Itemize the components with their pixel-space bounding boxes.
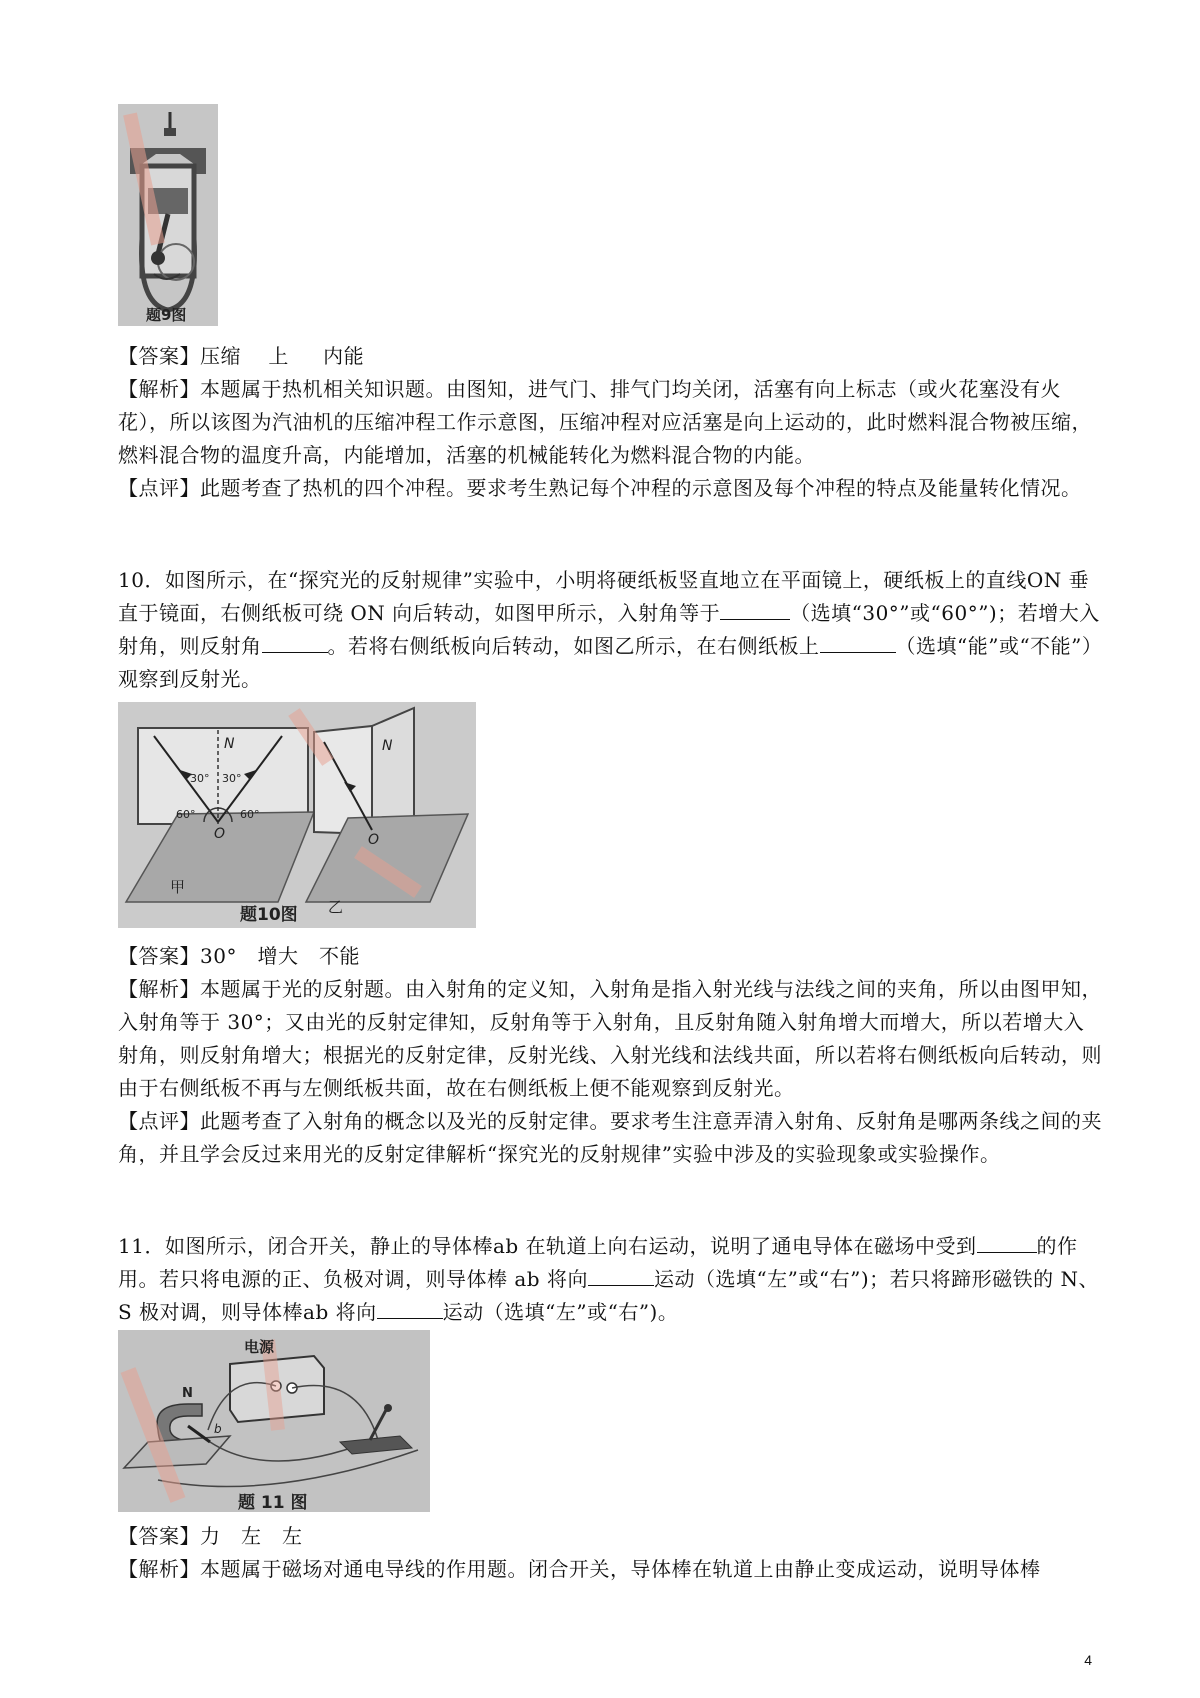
- q10-blank-2[interactable]: [262, 630, 328, 653]
- figure-10-angle-30-right: 30°: [222, 772, 242, 785]
- q10-analysis-text: 本题属于光的反射题。由入射角的定义知，入射角是指入射光线与法线之间的夹角，所以由图甲知，入射角等于 30°；又由光的反射定律知，反射角等于入射角，且反射角随入射角增大而增大，所以若增大入射角，则反射角增大；根据光的反射定律，反射光线、入射光线和法线共面，所以若将右侧纸板向后转动，则由于右侧纸板不再与左侧纸板共面，故在右侧纸板上便不能观察到反射光。: [118, 977, 1102, 1100]
- q11-blank-2[interactable]: [588, 1263, 654, 1286]
- figure-10-caption: 题10图: [240, 905, 298, 925]
- q11-blank-3[interactable]: [377, 1296, 443, 1319]
- q11-analysis-text: 本题属于磁场对通电导线的作用题。闭合开关，导体棒在轨道上由静止变成运动，说明导体棒: [200, 1557, 1041, 1581]
- figure-10-origin-label-right: O: [368, 832, 380, 848]
- figure-11-caption: 题 11 图: [238, 1493, 308, 1512]
- page-number: 4: [1084, 1652, 1092, 1668]
- comment-tag: 【点评】: [118, 476, 200, 500]
- figure-10-angle-60-left: 60°: [176, 808, 196, 821]
- q10-text-3: 。若将右侧纸板向后转动，如图乙所示，在右侧纸板上: [327, 634, 820, 658]
- figure-10-label-jia: 甲: [170, 878, 186, 896]
- answer-tag: 【答案】: [118, 1524, 200, 1548]
- figure-9-caption: 题9图: [146, 306, 187, 324]
- figure-9-engine-diagram: [118, 104, 218, 326]
- q9-answer: [118, 340, 1103, 373]
- answer-tag: 【答案】: [118, 944, 200, 968]
- q9-analysis: [118, 373, 1103, 472]
- figure-11-n-label: N: [182, 1386, 193, 1401]
- figure-11-b-label: b: [214, 1422, 222, 1436]
- q11-text-4: 运动（选填“左”或“右”)。: [442, 1300, 679, 1324]
- q11-blank-1[interactable]: [977, 1230, 1037, 1253]
- q10-comment-text: 此题考查了入射角的概念以及光的反射定律。要求考生注意弄清入射角、反射角是哪两条线之间的夹角，并且学会反过来用光的反射定律解析“探究光的反射规律”实验中涉及的实验现象或实验操作。: [118, 1109, 1102, 1166]
- q11-text-2: 的作用。若只将电源的正、负极对调，则导体棒 ab 将向: [118, 1234, 1078, 1291]
- engine-illustration: [118, 104, 218, 326]
- analysis-tag: 【解析】: [118, 1557, 200, 1581]
- figure-10-normal-label-left: N: [224, 736, 235, 752]
- figure-11-motor-diagram: [118, 1330, 430, 1512]
- figure-10-normal-label-right: N: [382, 738, 393, 754]
- answer-tag: 【答案】: [118, 344, 200, 368]
- q10-answer: [118, 940, 1103, 973]
- q10-answer-text: 30° 增大 不能: [200, 944, 360, 968]
- q10-blank-1[interactable]: [720, 597, 790, 620]
- q9-comment: [118, 472, 1103, 505]
- motor-illustration: [118, 1330, 430, 1512]
- q11-text-3: 运动（选填“左”或“右”)；若只将蹄形磁铁的 N、S 极对调，则导体棒ab 将向: [118, 1267, 1100, 1324]
- figure-11-power-label: 电源: [244, 1338, 275, 1356]
- q9-answer-text: 压缩 上 内能: [200, 344, 365, 368]
- analysis-tag: 【解析】: [118, 377, 200, 401]
- figure-10-angle-60-right: 60°: [240, 808, 260, 821]
- q11-analysis: [118, 1553, 1103, 1586]
- q10-text-2: （选填“30°”或“60°”)；若增大入射角，则反射角: [118, 601, 1100, 658]
- q10-analysis: [118, 973, 1103, 1105]
- q10-text-4: （选填“能”或“不能”）观察到反射光。: [118, 634, 1103, 691]
- figure-10-reflection-diagram: [118, 702, 476, 928]
- q11-text-1: 11．如图所示，闭合开关，静止的导体棒ab 在轨道上向右运动，说明了通电导体在磁场中受到: [118, 1234, 977, 1258]
- figure-10-origin-label-left: O: [214, 826, 226, 842]
- figure-10-angle-30-left: 30°: [190, 772, 210, 785]
- comment-tag: 【点评】: [118, 1109, 200, 1133]
- q10-comment: [118, 1105, 1103, 1171]
- analysis-tag: 【解析】: [118, 977, 200, 1001]
- q11-answer: [118, 1520, 1103, 1553]
- q10-text-1: 10．如图所示，在“探究光的反射规律”实验中，小明将硬纸板竖直地立在平面镜上，硬纸板上的直线ON 垂直于镜面，右侧纸板可绕 ON 向后转动，如图甲所示，入射角等于: [118, 568, 1090, 625]
- figure-10-label-yi: 乙: [328, 898, 344, 916]
- q9-comment-text: 此题考查了热机的四个冲程。要求考生熟记每个冲程的示意图及每个冲程的特点及能量转化情况。: [200, 476, 1082, 500]
- q10-blank-3[interactable]: [820, 630, 896, 653]
- q10-question: [118, 564, 1103, 696]
- q11-answer-text: 力 左 左: [200, 1524, 303, 1548]
- q9-analysis-text: 本题属于热机相关知识题。由图知，进气门、排气门均关闭，活塞有向上标志（或火花塞没有火花），所以该图为汽油机的压缩冲程工作示意图，压缩冲程对应活塞是向上运动的，此时燃料混合物被压缩，燃料混合物的温度升高，内能增加，活塞的机械能转化为燃料混合物的内能。: [118, 377, 1092, 467]
- q11-question: [118, 1230, 1103, 1329]
